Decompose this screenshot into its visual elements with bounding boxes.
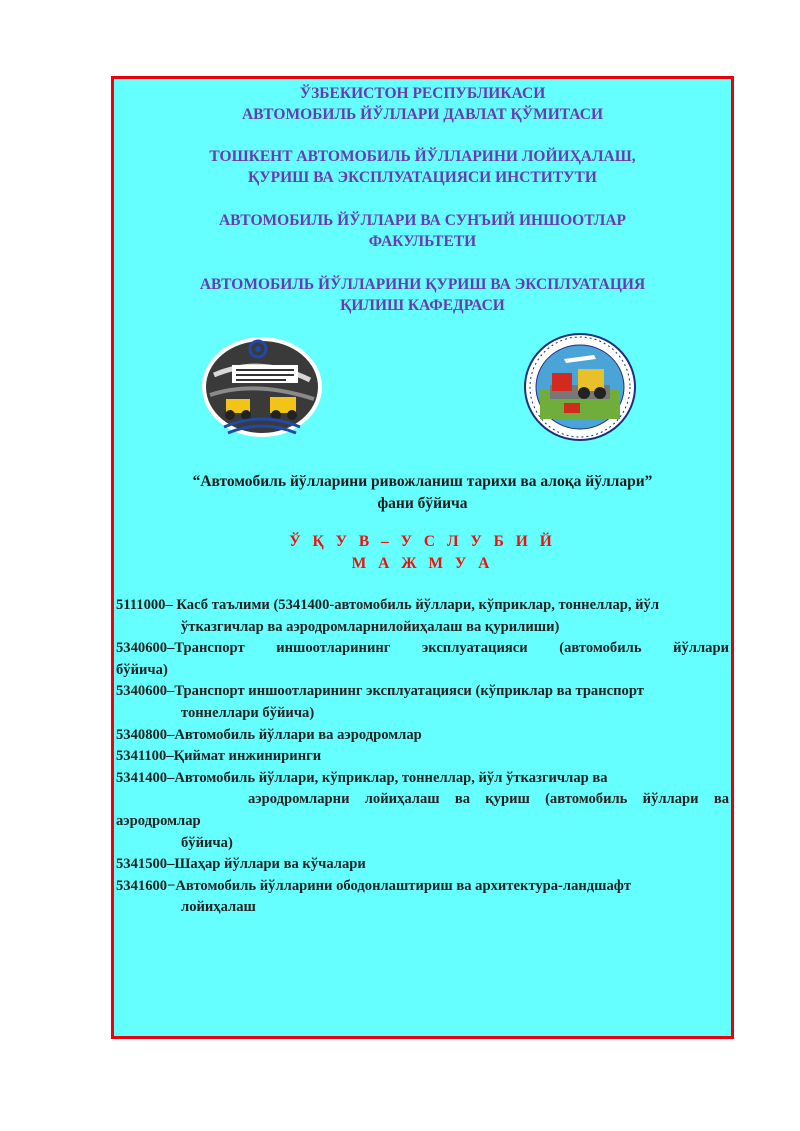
department-heading	[114, 274, 731, 316]
document-title	[114, 531, 731, 575]
specialty-line: аэродромларни лойиҳалаш ва қуриш (автомобиль йўллари ва	[248, 791, 729, 808]
institute-name-line1: ТОШКЕНТ АВТОМОБИЛЬ ЙЎЛЛАРИНИ ЛОЙИҲАЛАШ,	[209, 148, 636, 165]
department-name-line2: ҚИЛИШ КАФЕДРАСИ	[340, 297, 505, 314]
republic-name: ЎЗБЕКИСТОН РЕСПУБЛИКАСИ	[299, 85, 546, 102]
committee-name: АВТОМОБИЛЬ ЙЎЛЛАРИ ДАВЛАТ ҚЎМИТАСИ	[241, 106, 604, 123]
specialty-line: 5340600–Транспорт иншоотларининг эксплуатацияси (автомобиль йўллари	[116, 640, 729, 657]
specialty-line: 5111000– Касб таълими (5341400-автомобиль йўллари, кўприклар, тоннеллар, йўл	[116, 597, 660, 613]
specialty-line: 5340800–Автомобиль йўллари ва аэродромлар	[116, 726, 422, 743]
specialty-list	[116, 595, 729, 919]
document-title-line2: М А Ж М У А	[351, 555, 494, 572]
institute-heading	[114, 146, 731, 188]
title-page-frame	[111, 76, 734, 1039]
document-title-line1: Ў Қ У В – У С Л У Б И Й	[289, 533, 556, 550]
department-emblem-icon	[524, 333, 636, 441]
specialty-line: бўйича)	[181, 834, 233, 851]
institute-name-line2: ҚУРИШ ВА ЭКСПЛУАТАЦИЯСИ ИНСТИТУТИ	[248, 169, 597, 186]
faculty-name-line1: АВТОМОБИЛЬ ЙЎЛЛАРИ ВА СУНЪИЙ ИНШООТЛАР	[218, 212, 627, 229]
specialty-line: аэродромлар	[116, 812, 201, 829]
specialty-line: ўтказгичлар ва аэродромларнилойиҳалаш ва қурилиши)	[181, 618, 560, 635]
faculty-name-line2: ФАКУЛЬТЕТИ	[368, 233, 477, 250]
republic-heading	[114, 83, 731, 125]
department-name-line1: АВТОМОБИЛЬ ЙЎЛЛАРИНИ ҚУРИШ ВА ЭКСПЛУАТАЦИЯ	[199, 276, 646, 293]
specialty-line: 5341500–Шаҳар йўллари ва кўчалари	[116, 856, 366, 873]
subject-block	[114, 471, 731, 515]
specialty-line: 5341600−Автомобиль йўлларини ободонлаштириш ва архитектура-ландшафт	[116, 877, 632, 894]
faculty-heading	[114, 210, 731, 252]
specialty-line: бўйича)	[116, 661, 168, 678]
subject-suffix: фани бўйича	[377, 495, 468, 512]
specialty-line: 5340600–Транспорт иншоотларининг эксплуатацияси (кўприклар ва транспорт	[116, 683, 644, 700]
university-logo-icon	[200, 335, 324, 441]
subject-name: “Автомобиль йўлларини ривожланиш тарихи ва алоқа йўллари”	[192, 473, 653, 490]
specialty-line: тоннеллари бўйича)	[181, 704, 315, 721]
specialty-line: лойиҳалаш	[181, 899, 256, 916]
specialty-line: 5341400–Автомобиль йўллари, кўприклар, тоннеллар, йўл ўтказгичлар ва	[116, 769, 608, 786]
specialty-line: 5341100–Қиймат инжиниринги	[116, 748, 322, 765]
